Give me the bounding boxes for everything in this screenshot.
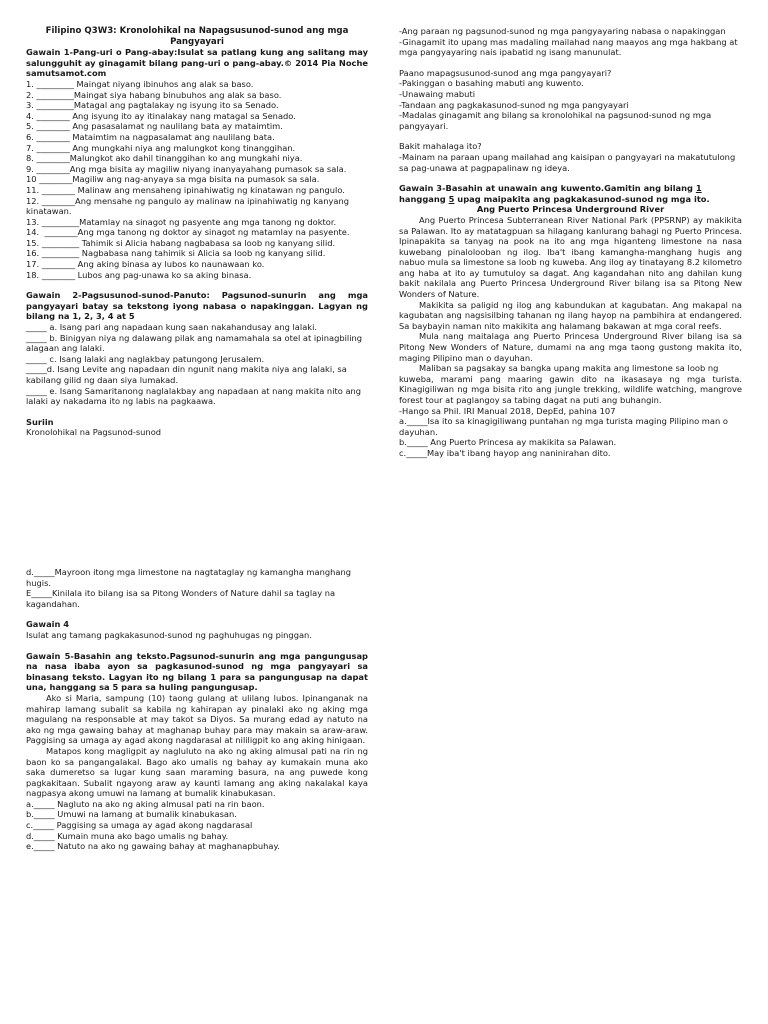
gawain5-heading: Gawain 5-Basahin ang teksto.Pagsunod-sunurin ang mga pangungusap na nasa ibaba ayon sa pagkasunod-sunod ng mga pangyayari sa binasang teksto. Lagyan ito ng bilang 1 para sa pangungusap na dapat una, hanggang sa 5 para sa huling pangungusap. bbox=[26, 650, 368, 693]
list-item: _____ e. Isang Samaritanong naglalakbay ang napadaan at nang makita nito ang lalaki ay nakadama ito ng labis na pagkaawa. bbox=[26, 385, 364, 407]
suriin-text: Kronolohikal na Pagsunod-sunod bbox=[26, 427, 162, 438]
left-column bbox=[26, 26, 368, 438]
gawain3-heading: Gawain 3-Basahin at unawain ang kuwento.Gamitin ang bilang 1 hanggang 5 upag maipakita ang pagkakasunod-sunod ng mga ito. bbox=[399, 183, 710, 204]
list-item: _____ a. Isang pari ang napadaan kung saan nakahandusay ang lalaki. bbox=[26, 322, 318, 333]
list-item: -Pakinggan o basahing mabuti ang kuwento. bbox=[399, 78, 584, 89]
gawain1-heading: Gawain 1-Pang-uri o Pang-abay:Isulat sa patlang kung ang salitang may salungguhit ay ginagamit bilang pang-uri o pang-abay.© 2014 Pia Noche samutsamot.com bbox=[26, 47, 368, 79]
list-item: 18. ________ Lubos ang pag-unawa ko sa aking binasa. bbox=[26, 269, 252, 280]
list-item: e._____ Natuto na ako ng gawaing bahay at maghanapbuhay. bbox=[26, 841, 280, 852]
bakit-question: Bakit mahalaga ito? bbox=[399, 141, 482, 152]
list-item: 1. _________ Maingat niyang ibinuhos ang alak sa baso. bbox=[26, 78, 254, 89]
list-item: 9. ________Ang mga bisita ay magiliw niyang inanyayahang pumasok sa sala. bbox=[26, 163, 347, 174]
list-item: 13. _________Matamlay na sinagot ng pasyente ang mga tanong ng doktor. bbox=[26, 216, 337, 227]
suriin-heading: Suriin bbox=[26, 416, 54, 427]
story-paragraph: Maliban sa pagsakay sa bangka upang makita ang limestone sa loob ng bbox=[419, 363, 719, 374]
list-item: b._____ Umuwi na lamang at bumalik kinabukasan. bbox=[26, 809, 237, 820]
gawain2-heading: Gawain 2-Pagsusunod-sunod-Panuto: Pagsunod-sunurin ang mga pangyayari batay sa tekstong iyong nabasa o napakinggan. Lagyan ng bilang na 1, 2, 3, 4 at 5 bbox=[26, 290, 368, 322]
list-item: 7. ________ Ang mungkahi niya ang malungkot kong tinanggihan. bbox=[26, 142, 296, 153]
list-item: -Tandaan ang pagkakasunod-sunod ng mga pangyayari bbox=[399, 99, 629, 110]
story-paragraph: Mula nang maitalaga ang Puerto Princesa Underground River bilang isa sa Pitong New Wonders of Nature, dumami na ang mga taong gustong makita ito, maging Pilipino man o dayuhan. bbox=[399, 331, 742, 363]
list-item: b._____ Ang Puerto Princesa ay makikita sa Palawan. bbox=[399, 437, 617, 448]
list-item: _____d. Isang Levite ang napadaan din ngunit nang makita niya ang lalaki, sa kabilang gilid ng daan siya lumakad. bbox=[26, 364, 350, 385]
list-item: 3. _________Matagal ang pagtalakay ng isyung ito sa Senado. bbox=[26, 100, 279, 111]
list-item: 12. ________Ang mensahe ng pangulo ay malinaw na ipinahiwatig ng kanyang kinatawan. bbox=[26, 195, 352, 217]
bakit-text: -Mainam na paraan upang mailahad ang kaisipan o pangyayari na makatutulong sa pag-unawa at pagpapalinaw ng ideya. bbox=[399, 151, 736, 173]
definition-line: -Ginagamit ito upang mas madaling mailahad nang maayos ang mga hakbang at mga pangyayaring nais ipabatid ng isang manunulat. bbox=[399, 36, 738, 58]
list-item: a._____ Nagluto na ako ng aking almusal pati na rin baon. bbox=[26, 798, 265, 809]
list-item: 2. _________Maingat siya habang binubuhos ang alak sa baso. bbox=[26, 89, 282, 100]
worksheet-title: Filipino Q3W3: Kronolohikal na Napagsusunod-sunod ang mga Pangyayari bbox=[45, 26, 349, 47]
story-paragraph: kuweba, marami pang maaring gawin dito na ikasasaya ng mga turista. Kinagigiliwan ng mga bisita rito ang jungle trekking, wildlife watching, mangrove forest tour at paglangoy sa tabing dagat na puti ang buhangin. bbox=[399, 373, 742, 405]
list-item: c._____ Paggising sa umaga ay agad akong nagdarasal bbox=[26, 820, 253, 831]
list-item: 10 ________Magiliw ang nag-anyaya sa mga bisita na pumasok sa sala. bbox=[26, 174, 320, 185]
list-item: 16. _________ Nagbabasa nang tahimik si Alicia sa loob ng kanyang silid. bbox=[26, 248, 326, 259]
list-item: 14. ________Ang mga tanong ng doktor ay sinagot ng matamlay na pasyente. bbox=[26, 227, 350, 238]
gawain5-paragraph: Ako si Maria, sampung (10) taong gulang at ulilang lubos. Ipinanganak na mahirap lamang subalit sa kabila ng kahirapan ay pinalaki ako ng aking mga magulang na responsable at may takot sa Diyos. Sa murang edad ay natuto na ako ng mga gawaing bahay at maghanap buhay para may makain sa araw-araw. Paggising sa umaga ay agad akong nagdarasal at nililigpit ko ang aking hinigaan. bbox=[26, 692, 368, 746]
list-item: 5. ________ Ang pasasalamat ng naulilang bata ay mataimtim. bbox=[26, 121, 283, 132]
gawain5-paragraph: Matapos kong magligpit ay nagluluto na ako ng aking almusal pati na rin ng baon ko sa pangangalakal. Bago ako umalis ng bahay ay kumakain muna ako saka dumeretso sa lugar kung saan maraming basura, na ang puwede kong pagkakitaan. Subalit ngayong araw ay kaunti lamang ang aking nakalakal kaya nagpasya akong umuwi na lamang at bumalik kinabukasan. bbox=[26, 745, 368, 799]
list-item: _____ b. Binigyan niya ng dalawang pilak ang namamahala sa otel at ipinagbiling alagaan ang lalaki. bbox=[26, 332, 365, 354]
list-item: d._____Mayroon itong mga limestone na nagtataglay ng kamangha manghang hugis. bbox=[26, 567, 354, 588]
list-item: 4. ________ Ang isyung ito ay itinalakay nang matagal sa Senado. bbox=[26, 110, 296, 121]
list-item: a._____Isa ito sa kinagigiliwang puntahan ng mga turista maging Pilipino man o dayuhan. bbox=[399, 416, 728, 437]
paano-question: Paano mapagsusunod-sunod ang mga pangyayari? bbox=[399, 67, 612, 78]
list-item: 8. ________Malungkot ako dahil tinanggihan ko ang mungkahi niya. bbox=[26, 153, 303, 164]
gawain4-heading: Gawain 4 bbox=[26, 619, 70, 630]
gawain2-list bbox=[26, 322, 368, 407]
left-bottom-column bbox=[26, 567, 368, 852]
list-item: d._____ Kumain muna ako bago umalis ng bahay. bbox=[26, 830, 229, 841]
story-title: Ang Puerto Princesa Underground River bbox=[476, 204, 665, 215]
list-item: 6. ________ Mataimtim na nagpasalamat ang naulilang bata. bbox=[26, 131, 275, 142]
gawain5-list bbox=[26, 799, 368, 852]
list-item: -Madalas ginagamit ang bilang sa kronolohikal na pagsunod-sunod ng mga pangyayari. bbox=[399, 110, 712, 131]
list-item: 17. ________ Ang aking binasa ay lubos ko naunawaan ko. bbox=[26, 259, 265, 270]
story-paragraph: Ang Puerto Princesa Subterranean River National Park (PPSRNP) ay makikita sa Palawan. Ito ay matatagpuan sa hilagang kanlurang bahagi ng Puerto Princesa. Ipinapakita sa tanyag na pook na ito ang mga higanteng limestone na nasa kuwebang pinalolooban ng ilog. Iba't ibang kamangha-manghang hugis ang nabuo mula sa limestone sa loob ng kuweba. Ang ilog ay tinatayang 8.2 kilometro ang haba at ito ay tumutuloy sa dagat. Ang kagandahan nito ang dahilan kung bakit nakilala ang Puerto Princesa Underground River bilang isa sa Pitong New Wonders of Nature. bbox=[399, 214, 742, 300]
gawain4-text: Isulat ang tamang pagkakasunod-sunod ng paghuhugas ng pinggan. bbox=[26, 629, 312, 640]
list-item: 11. ________ Malinaw ang mensaheng ipinahiwatig ng kinatawan ng pangulo. bbox=[26, 184, 345, 195]
list-item: _____ c. Isang lalaki ang naglakbay patungong Jerusalem. bbox=[26, 353, 265, 364]
source-citation: -Hango sa Phil. IRI Manual 2018, DepEd, pahina 107 bbox=[399, 405, 616, 416]
list-item: -Unawaing mabuti bbox=[399, 88, 475, 99]
list-item: E_____Kinilala ito bilang isa sa Pitong Wonders of Nature dahil sa taglay na kagandahan. bbox=[26, 588, 338, 609]
definition-line: -Ang paraan ng pagsunod-sunod ng mga pangyayaring nabasa o napakinggan bbox=[399, 26, 726, 36]
gawain1-list bbox=[26, 79, 368, 280]
list-item: c._____May iba't ibang hayop ang naninirahan dito. bbox=[399, 447, 611, 458]
story-paragraph: Makikita sa paligid ng ilog ang kabundukan at kagubatan. Ang makapal na kagubatan ang nagsisilbing tahanan ng ilang hayop na pambihira at endangered. Sa baybayin naman nito makikita ang halamang bakawan at mga coral reefs. bbox=[399, 299, 742, 331]
right-column bbox=[399, 26, 742, 459]
list-item: 15. _________ Tahimik si Alicia habang nagbabasa sa loob ng kanyang silid. bbox=[26, 237, 336, 248]
